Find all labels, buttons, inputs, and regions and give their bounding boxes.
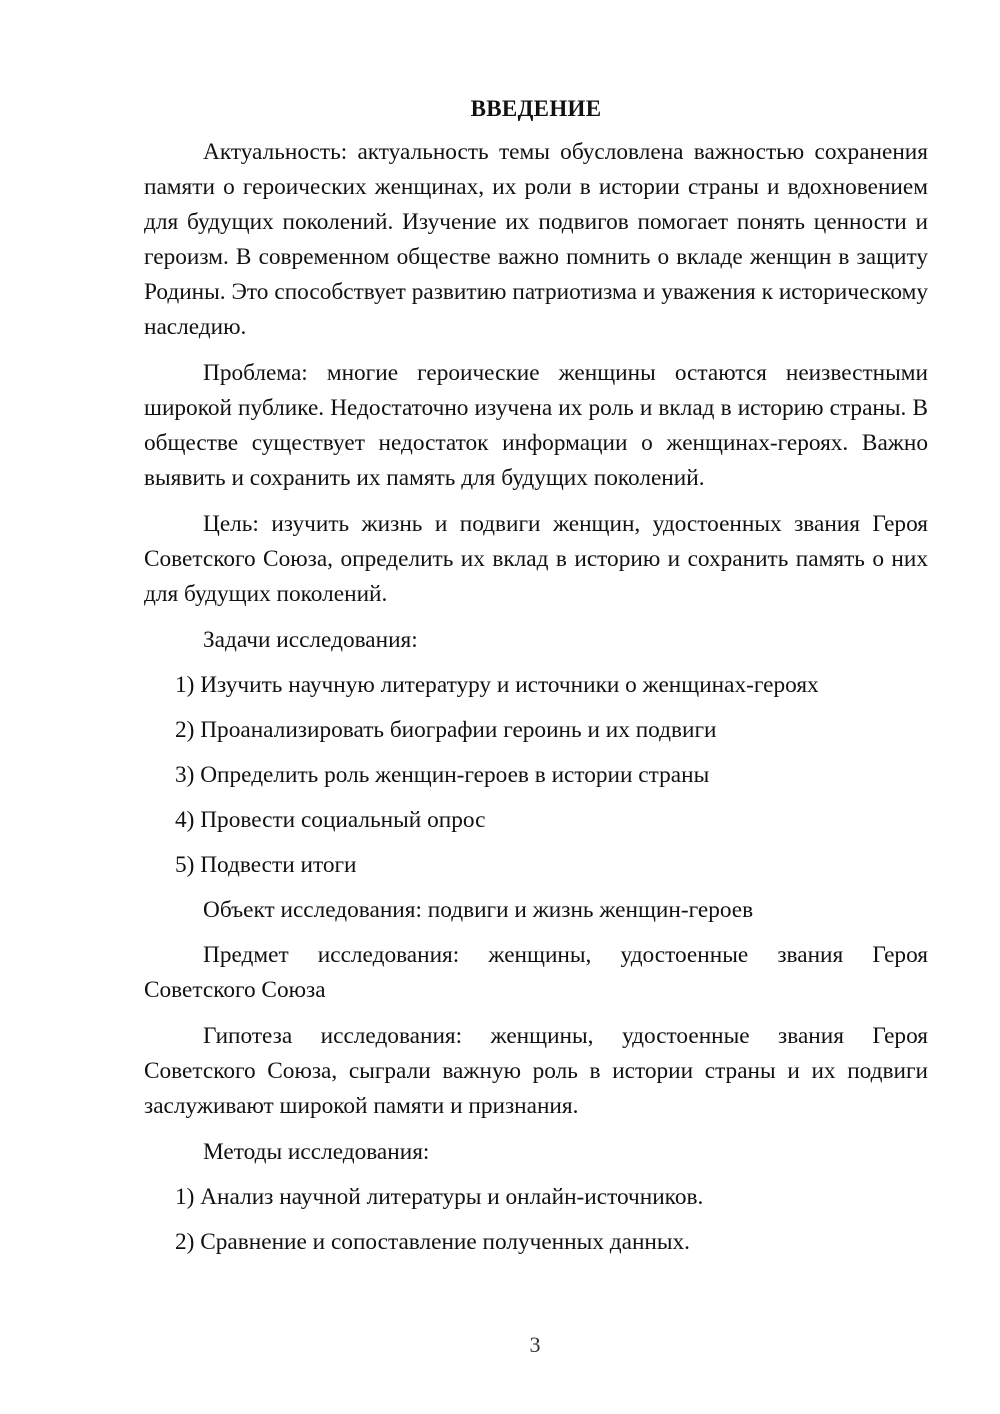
subject-paragraph: Предмет исследования: женщины, удостоенные звания Героя Советского Союза	[144, 942, 928, 1003]
problem-paragraph: Проблема: многие героические женщины остаются неизвестными широкой публике. Недостаточно изучена их роль и вклад в историю страны. В обществе существует недостаток информации о женщинах-героях. Важно выявить и сохранить их память для будущих поколений.	[144, 360, 928, 491]
object-paragraph: Объект исследования: подвиги и жизнь женщин-героев	[203, 897, 754, 923]
methods-heading: Методы исследования:	[203, 1139, 430, 1165]
hypothesis-paragraph: Гипотеза исследования: женщины, удостоенные звания Героя Советского Союза, сыграли важную роль в истории страны и их подвиги заслуживают широкой памяти и признания.	[144, 1023, 928, 1119]
methods-list	[144, 1180, 928, 1260]
page-content	[144, 94, 928, 1270]
page-number: 3	[529, 1332, 541, 1357]
task-item: 3) Определить роль женщин-героев в истории страны	[175, 762, 710, 788]
task-item: 2) Проанализировать биографии героинь и их подвиги	[175, 717, 717, 743]
tasks-list	[144, 668, 928, 883]
relevance-paragraph: Актуальность: актуальность темы обусловлена важностью сохранения памяти о героических женщинах, их роли в истории страны и вдохновением для будущих поколений. Изучение их подвигов помогает понять ценности и героизм. В современном обществе важно помнить о вкладе женщин в защиту Родины. Это способствует развитию патриотизма и уважения к историческому наследию.	[144, 139, 928, 340]
method-item: 2) Сравнение и сопоставление полученных данных.	[175, 1229, 690, 1255]
tasks-heading: Задачи исследования:	[203, 627, 418, 653]
task-item: 1) Изучить научную литературу и источники о женщинах-героях	[175, 672, 819, 698]
goal-paragraph: Цель: изучить жизнь и подвиги женщин, удостоенных звания Героя Советского Союза, определить их вклад в историю и сохранить память о них для будущих поколений.	[144, 511, 928, 607]
task-item: 5) Подвести итоги	[175, 852, 357, 878]
method-item: 1) Анализ научной литературы и онлайн-источников.	[175, 1184, 704, 1210]
task-item: 4) Провести социальный опрос	[175, 807, 486, 833]
page-title: ВВЕДЕНИЕ	[470, 96, 602, 121]
